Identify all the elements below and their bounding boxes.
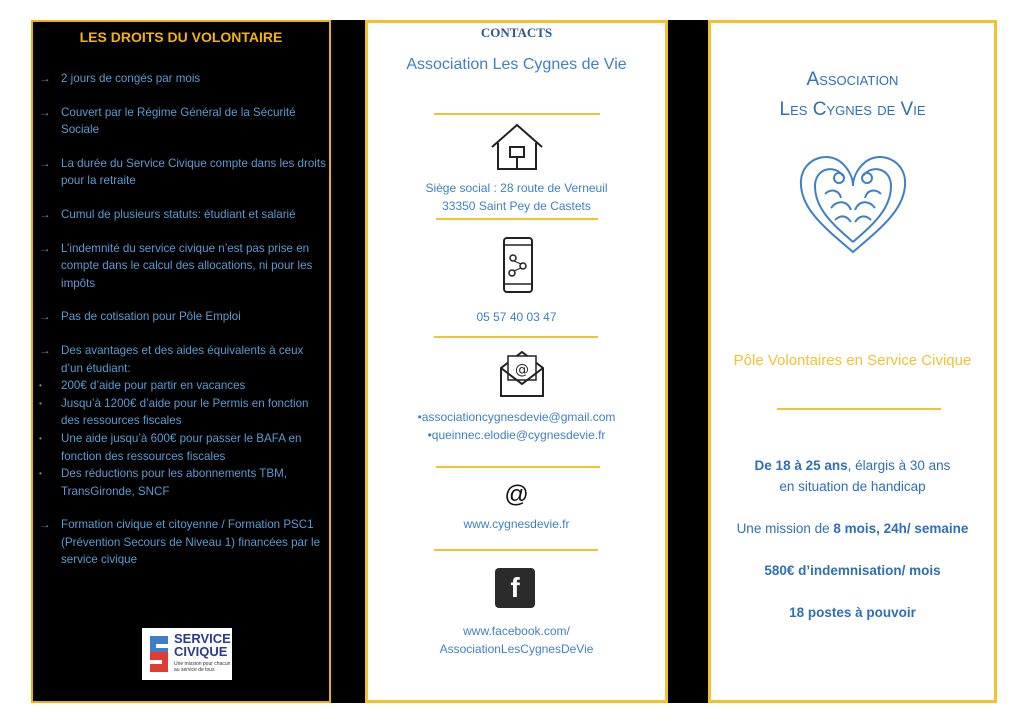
divider (434, 336, 598, 338)
gutter-right (668, 20, 708, 703)
sub-list-item: • Une aide jusqu’à 600€ pour passer le BAFA en fonction des ressources fiscales (39, 430, 327, 465)
rights-title: LES DROITS DU VOLONTAIRE (79, 29, 283, 45)
sub-list-item: • Jusqu’à 1200€ d’aide pour le Permis en fonction des ressources fiscales (39, 395, 327, 430)
student-benefits-list (39, 377, 327, 500)
rights-list (39, 70, 327, 585)
pole-title: Pôle Volontaires en Service Civique (733, 352, 972, 369)
arrow-icon: → (39, 310, 51, 324)
phone-number[interactable]: 05 57 40 03 47 (476, 310, 557, 324)
age-requirement: De 18 à 25 ans, élargis à 30 ans (754, 458, 951, 473)
panel-contacts (365, 20, 668, 703)
arrow-icon: → (39, 105, 51, 119)
smartphone-icon (502, 236, 534, 294)
mission-duration: Une mission de 8 mois, 24h/ semaine (736, 521, 969, 536)
divider (434, 113, 600, 115)
arrow-icon: → (39, 518, 51, 532)
list-item: → Formation civique et citoyenne / Formation PSC1 (Prévention Secours de Niveau 1) financées par le service civique (39, 518, 321, 567)
arrow-icon: → (39, 343, 51, 357)
envelope-icon (498, 348, 546, 400)
service-civique-logo (142, 628, 232, 680)
service-civique-mark-icon (146, 634, 172, 674)
email-elodie[interactable]: •queinnec.elodie@cygnesdevie.fr (427, 428, 606, 442)
association-name: Association Les Cygnes de Vie (406, 56, 627, 73)
address-line2: 33350 Saint Pey de Castets (442, 199, 591, 213)
svg-text:@: @ (515, 362, 529, 378)
swan-heart-logo-icon (795, 148, 911, 258)
list-item: → L’indemnité du service civique n’est pas prise en compte dans le calcul des allocations, ni pour les impôts (39, 241, 313, 290)
list-item: → 2 jours de congés par mois (39, 70, 327, 88)
facebook-link-line2[interactable]: AssociationLesCygnesDeVie (439, 642, 594, 656)
list-item: → Cumul de plusieurs statuts: étudiant et salarié (39, 206, 327, 224)
age-requirement-line2: en situation de handicap (779, 479, 926, 494)
arrow-icon: → (39, 156, 51, 170)
website-link[interactable]: www.cygnesdevie.fr (463, 517, 570, 531)
list-item: → Des avantages et des aides équivalents à ceux d’un étudiant: • 200€ d’aide pour partir en vacances • Jusqu’à 1200€ d’aide pour le Permis en fonction des ressources fiscales • Une aide jusqu’à 600€ pour passer le BAFA en fonction des ressources fiscales • Des réductions pour les abonnements TBM, TransGironde, SNCF (39, 342, 327, 500)
divider (777, 408, 941, 410)
gutter-left (331, 20, 365, 703)
arrow-icon: → (39, 207, 51, 221)
sub-list-item: • Des réductions pour les abonnements TBM, TransGironde, SNCF (39, 465, 327, 500)
facebook-icon: f (495, 568, 535, 608)
panel-cover (708, 20, 997, 703)
divider (434, 549, 598, 551)
facebook-link-line1[interactable]: www.facebook.com/ (463, 624, 570, 638)
logo-tagline: Une mission pour chacun au service de tous (174, 661, 231, 673)
logo-wordmark: SERVICE CIVIQUE (174, 631, 231, 659)
at-icon: @ (504, 481, 529, 508)
divider (436, 218, 598, 220)
open-positions: 18 postes à pouvoir (789, 605, 916, 620)
contacts-heading: CONTACTS (480, 25, 553, 40)
email-association[interactable]: •associationcygnesdevie@gmail.com (417, 410, 616, 424)
divider (436, 466, 600, 468)
house-icon (488, 121, 546, 173)
sub-list-item: • 200€ d’aide pour partir en vacances (39, 377, 327, 395)
list-item: → Pas de cotisation pour Pôle Emploi (39, 308, 327, 326)
address-line1: Siège social : 28 route de Verneuil (425, 181, 608, 195)
arrow-icon: → (39, 241, 51, 255)
panel-volunteer-rights (31, 20, 331, 703)
list-item: → Couvert par le Régime Général de la Sécurité Sociale (39, 105, 296, 137)
indemnity: 580€ d’indemnisation/ mois (764, 563, 941, 578)
cover-title: Association Les Cygnes de Vie (779, 69, 926, 120)
arrow-icon: → (39, 72, 51, 85)
list-item: → La durée du Service Civique compte dans les droits pour la retraite (39, 156, 326, 188)
